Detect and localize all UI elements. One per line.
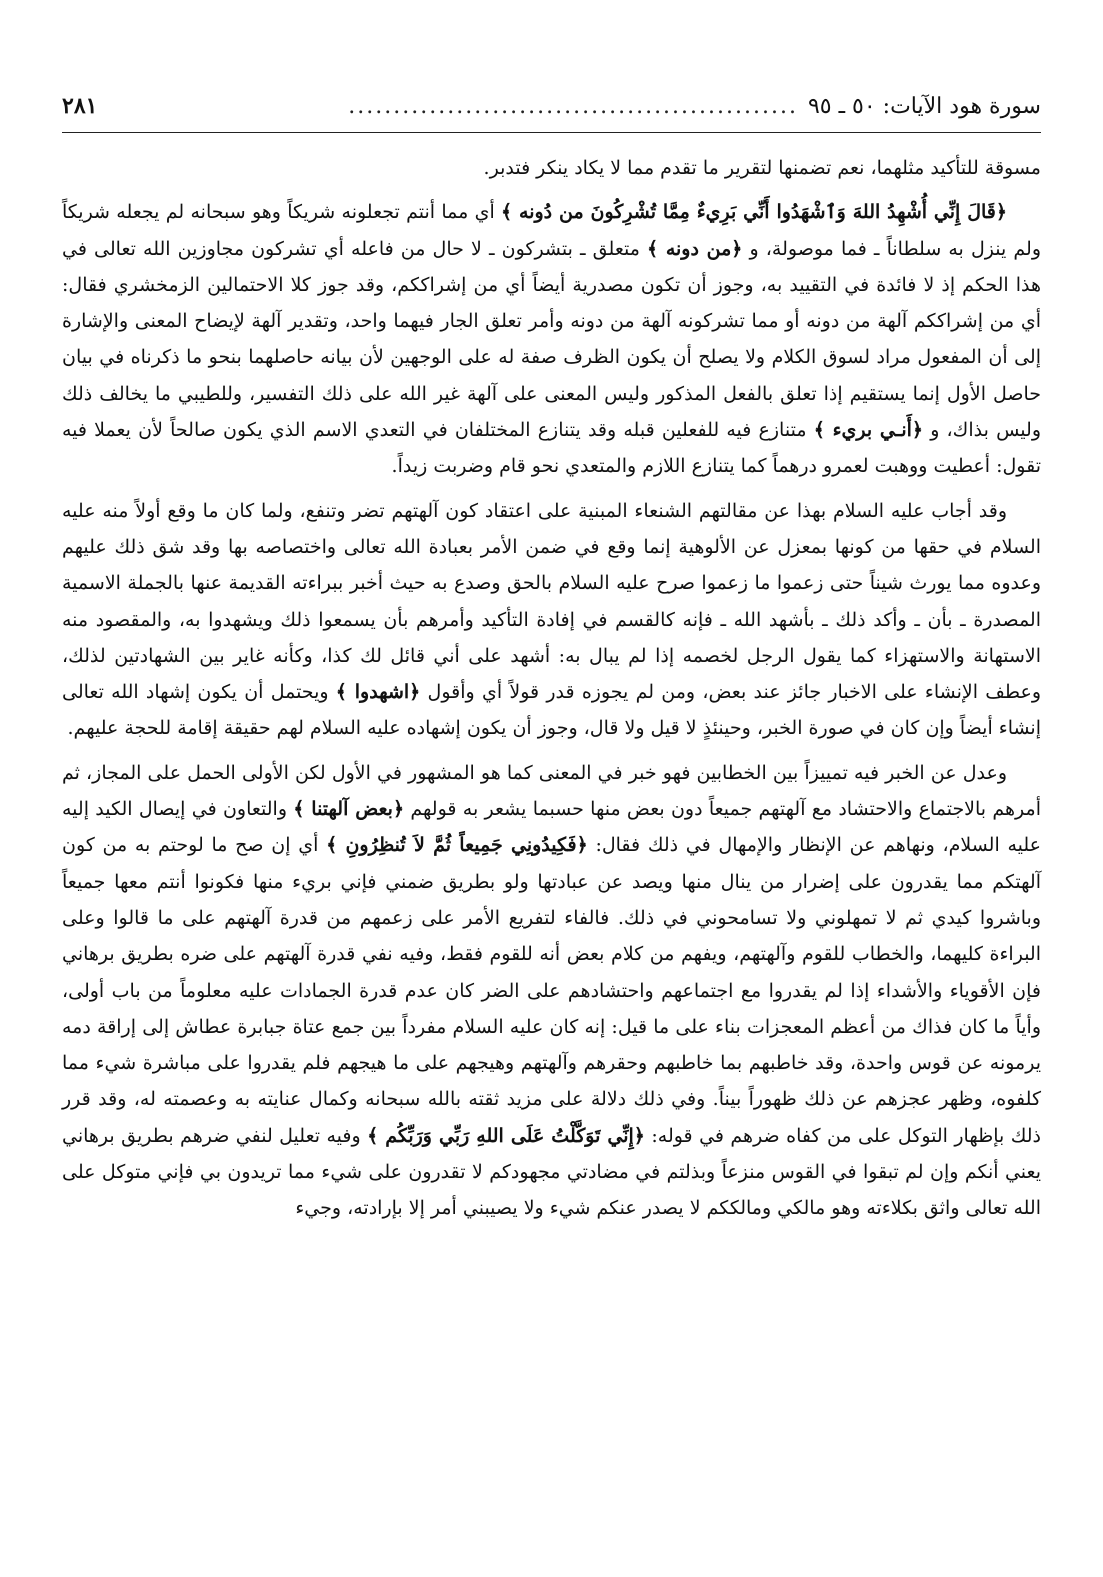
header-dot-leader: .................................................. <box>348 93 798 119</box>
running-header <box>62 86 1041 126</box>
book-page <box>62 0 1041 1577</box>
header-title: سورة هود الآيات: ٥٠ ـ ٩٥ <box>807 93 1041 119</box>
header-rule <box>62 132 1041 133</box>
quran-verse: ﴿فَكِيدُونِي جَمِيعاً ثُمَّ لاَ تُنظِرُونِ ﴾ <box>326 834 588 857</box>
text-segment: مسوقة للتأكيد مثلهما، نعم تضمنها لتقرير ما تقدم مما لا يكاد ينكر فتدبر. <box>483 157 1041 179</box>
paragraph-2 <box>62 194 1041 484</box>
text-segment: وعدل عن الخبر فيه تمييزاً بين الخطابين فهو خبر في المعنى كما هو المشهور في الأول لكن الأولى الحمل على المجاز، ثم أمرهم بالاجتماع والاحتشاد مع آلهتهم جميعاً دون بعض منها حسبما يشعر به قولهم <box>62 761 1041 821</box>
paragraph-4 <box>62 755 1041 1227</box>
quran-verse: ﴿بعض آلهتنا ﴾ <box>293 798 405 821</box>
paragraph-1 <box>62 150 1041 186</box>
text-segment: ويحتمل أن يكون إشهاد الله تعالى إنشاء أيضاً وإن كان في صورة الخبر، وحينئذٍ لا قيل ولا قال، وجوز أن يكون إشهاده عليه السلام لهم حقيقة إقامة للحجة عليهم. <box>62 681 1041 740</box>
text-segment: أي إن صح ما لوحتم به من كون آلهتكم مما يقدرون على إضرار من ينال منها ويصد عن عبادتها ولو بطريق ضمني فإني بريء منها فكونوا أنتم معها جميعاً وباشروا كيدي ثم لا تمهلوني ولا تسامحوني في ذلك. فالفاء لتفريع الأمر على زعمهم من قدرة آلهتهم على ما قالوا وعلى البراءة كليهما، والخطاب للقوم وآلهتهم، ويفهم من كلام بعض أنه للقوم فقط، وفيه نفي قدرة آلهتهم على ضره بطريق برهاني فإن الأقوياء والأشداء إذا لم يقدروا مع اجتماعهم واحتشادهم على الضر كان عدم قدرة الجمادات عليه معلوماً من باب أولى، وأياً ما كان فذاك من أعظم المعجزات بناء على ما قيل: إنه كان عليه السلام مفرداً بين جمع عتاة جبابرة عطاش إلى إراقة دمه يرمونه عن قوس واحدة، وقد خاطبهم بما خاطبهم وحقرهم وآلهتهم وهيجهم على ما هيجهم فلم يقدروا على مباشرة شيء مما كلفوه، وظهر عجزهم عن ذلك ظهوراً بيناً. وفي ذلك دلالة على مزيد ثقته بالله سبحانه وكمال عنايته به وعصمته له، وقد قرر ذلك بإظهار التوكل على من كفاه ضرهم في قوله: <box>62 834 1041 1147</box>
text-segment: أي مما أنتم تجعلونه شريكاً وهو سبحانه لم يجعله شريكاً ولم ينزل به سلطاناً ـ فما موصولة، و <box>62 201 1041 260</box>
page-number: ٢٨١ <box>62 93 98 119</box>
quran-verse: ﴿أَنـي بريء ﴾ <box>813 419 924 442</box>
text-segment: وقد أجاب عليه السلام بهذا عن مقالتهم الشنعاء المبنية على اعتقاد كون آلهتهم تضر وتنفع، ولما كان ما وقع أولاً منه عليه السلام في حقها من كونها بمعزل عن الألوهية إنما وقع في ضمن الأمر بعبادة الله تعالى واختصاصه بها وقد شق ذلك عليهم وعدوه مما يورث شيناً حتى زعموا ما زعموا صرح عليه السلام بالحق وصدع به حيث أخبر ببراءته القديمة عنها بالجملة الاسمية المصدرة ـ بأن ـ وأكد ذلك ـ بأشهد الله ـ فإنه كالقسم في إفادة التأكيد وأمرهم بأن يسمعوا ذلك ويشهدوا به، والمقصود منه الاستهانة والاستهزاء كما يقول الرجل لخصمه إذا لم يبال به: أشهد على أني قائل لك كذا، وكأنه غاير بين الشهادتين لذلك، وعطف الإنشاء على الاخبار جائز عند بعض، ومن لم يجوزه قدر قولاً أي وأقول <box>62 499 1041 704</box>
quran-verse: ﴿اشهدوا ﴾ <box>335 681 421 704</box>
body-text <box>62 150 1041 1235</box>
text-segment: متنازع فيه للفعلين قبله وقد يتنازع المختلفان في التعدي الاسم الذي يكون صالحاً لأن يعملا فيه تقول: أعطيت ووهبت لعمرو درهماً كما يتنازع اللازم والمتعدي نحو قام وضربت زيداً. <box>62 419 1041 478</box>
quran-verse: ﴿إِنِّي تَوَكَّلْتُ عَلَى اللهِ رَبِّي وَرَبِّكُم ﴾ <box>367 1124 645 1147</box>
paragraph-3 <box>62 493 1041 747</box>
quran-verse: ﴿قَالَ إِنِّي أُشْهِدُ اللهَ وَٱشْهَدُوا أَنِّي بَرِيءٌ مِمَّا تُشْرِكُونَ من دُونه ﴾ <box>501 201 1008 224</box>
text-segment: متعلق ـ بتشركون ـ لا حال من فاعله أي تشركون مجاوزين الله تعالى في هذا الحكم إذ لا فائدة في التقييد به، وجوز أن تكون مصدرية أيضاً أي من إشراككم، وقد جوز كلا الاحتمالين الزمخشري فقال: أي من إشراككم آلهة من دونه أو مما تشركونه آلهة من دونه وأمر تعلق الجار فيهما واحد، وتقدير آلهة لإيضاح المعنى والإشارة إلى أن المفعول مراد لسوق الكلام ولا يصلح أن يكون الظرف صفة له على الوجهين لأن بيانه حاصلهما بنحو ما ذكرناه في بيان حاصل الأول إنما يستقيم إذا تعلق بالفعل المذكور وليس المعنى على آلهة غير الله على ذلك التفسير، وللطيبي ما يخالف ذلك وليس بذاك، و <box>62 237 1041 442</box>
text-segment: والتعاون في إيصال الكيد إليه عليه السلام، ونهاهم عن الإنظار والإمهال في ذلك فقال: <box>62 798 1042 857</box>
quran-verse: ﴿من دونه ﴾ <box>647 237 743 260</box>
text-segment: وفيه تعليل لنفي ضرهم بطريق برهاني يعني أنكم وإن لم تبقوا في القوس منزعاً وبذلتم في مضادتي مجهودكم لا تقدرون على شيء مما تريدون بي فإني متوكل على الله تعالى واثق بكلاءته وهو مالكي ومالككم لا يصدر عنكم شيء ولا يصيبني أمر إلا بإرادته، وجيء <box>62 1124 1041 1220</box>
